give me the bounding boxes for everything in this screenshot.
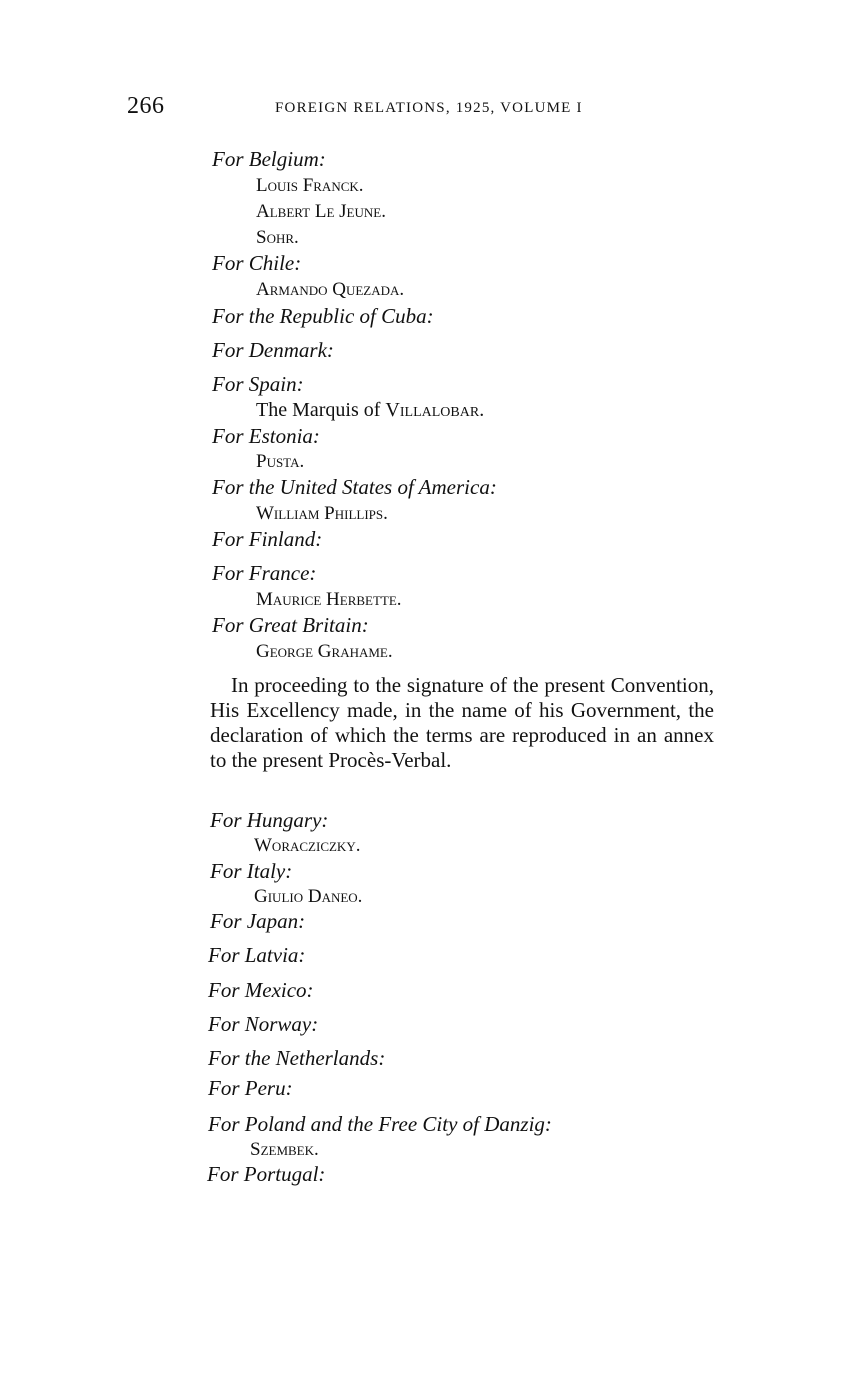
country-heading: For Norway: [208, 1012, 319, 1036]
country-heading: For Poland and the Free City of Danzig: [208, 1112, 552, 1136]
page-number: 266 [127, 93, 165, 119]
signer-name: Maurice Herbette. [256, 589, 402, 610]
country-heading: For Belgium: [212, 147, 326, 171]
signer-name: George Grahame. [256, 641, 393, 662]
signer-name: Szembek. [250, 1139, 319, 1160]
country-heading: For the Netherlands: [208, 1046, 386, 1070]
country-heading: For Latvia: [208, 943, 306, 967]
signer-name: Pusta. [256, 451, 305, 472]
country-heading: For the Republic of Cuba: [212, 304, 434, 328]
country-heading: For Chile: [212, 251, 302, 275]
signer-name: Armando Quezada. [256, 279, 405, 300]
country-heading: For France: [212, 561, 317, 585]
country-heading: For Finland: [212, 527, 323, 551]
country-heading: For Spain: [212, 372, 304, 396]
signer-name: Villalobar. [385, 399, 485, 421]
country-heading: For Italy: [210, 859, 293, 883]
country-heading: For Mexico: [208, 978, 314, 1002]
running-head: FOREIGN RELATIONS, 1925, VOLUME I [275, 100, 583, 116]
signer-name: Woracziczky. [254, 835, 361, 856]
country-heading: For Estonia: [212, 424, 320, 448]
country-heading: For Hungary: [210, 808, 329, 832]
signer-name: Sohr. [256, 227, 299, 248]
declaration-paragraph: In proceeding to the signature of the present Convention, His Excellency made, in the name of his Government, the declaration of which the terms are reproduced in an annex to the present Procès-Verbal. [210, 673, 714, 772]
signer-line [256, 398, 484, 422]
country-heading: For Denmark: [212, 338, 334, 362]
signer-name: William Phillips. [256, 503, 388, 524]
country-heading: For Portugal: [207, 1162, 326, 1186]
signer-prefix: The Marquis of [256, 399, 381, 421]
country-heading: For the United States of America: [212, 475, 497, 499]
signer-name: Giulio Daneo. [254, 886, 363, 907]
signer-name: Louis Franck. [256, 175, 364, 196]
signer-name: Albert Le Jeune. [256, 201, 386, 222]
country-heading: For Peru: [208, 1076, 293, 1100]
country-heading: For Japan: [210, 909, 306, 933]
country-heading: For Great Britain: [212, 613, 369, 637]
